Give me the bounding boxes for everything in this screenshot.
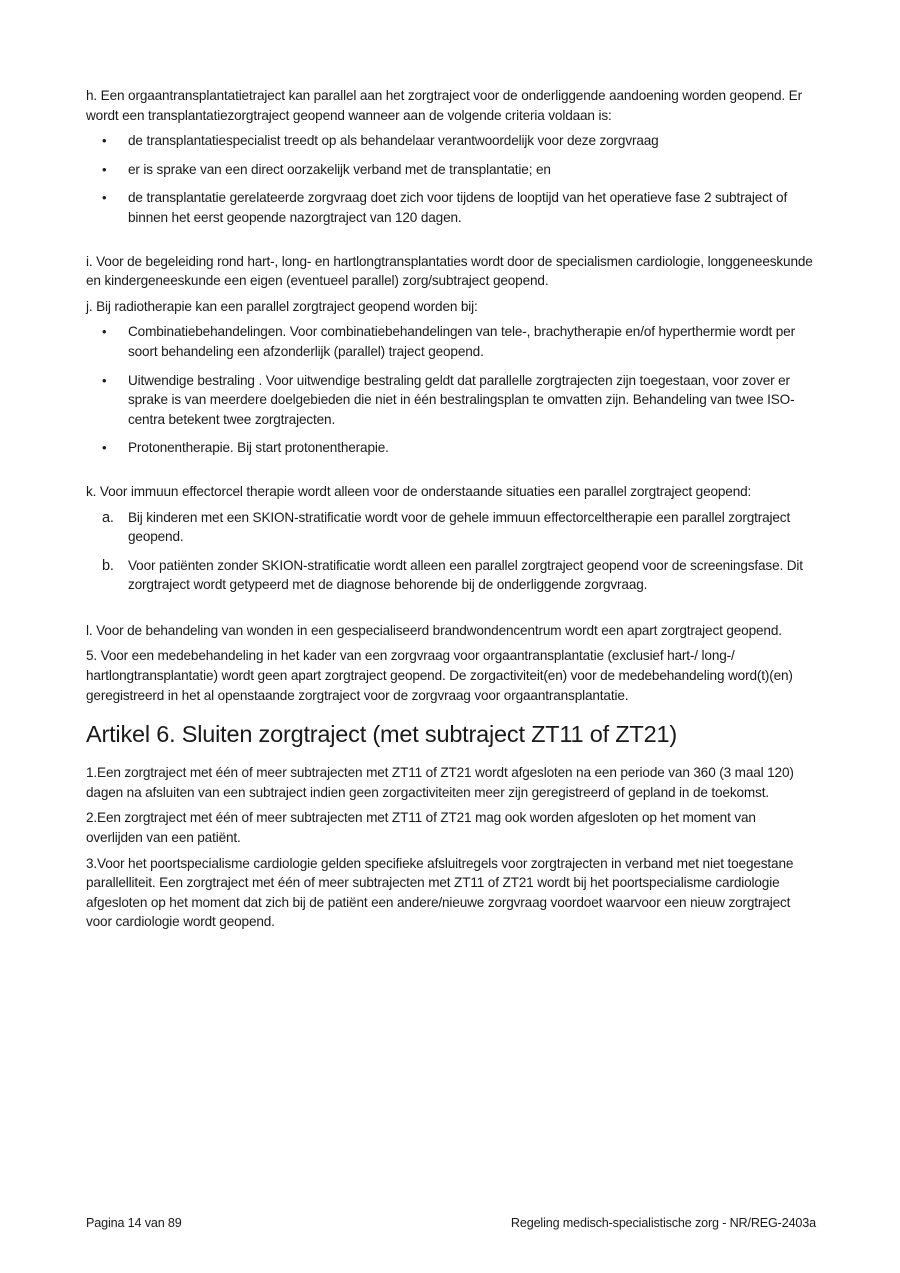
spacer — [86, 234, 816, 252]
list-item-text: Protonentherapie. Bij start protonentherapie. — [128, 440, 389, 456]
spacer — [86, 464, 816, 482]
list-item — [86, 438, 816, 458]
list-marker: a. — [102, 509, 114, 526]
list-item-text: Bij kinderen met een SKION-stratificatie wordt voor de gehele immuun effectorceltherapie een parallel zorgtraject geopend. — [128, 509, 791, 545]
list-item — [86, 188, 816, 227]
list-item-text: Uitwendige bestraling . Voor uitwendige bestraling geldt dat parallelle zorgtrajecten zijn toegestaan, voor zover er sprake is van meerdere doelgebieden die niet in één bestralingsplan te omvatten zijn. Behandeling van twee ISO-centra betekent twee zorgtrajecten. — [128, 372, 795, 427]
section-h-bullet-list — [86, 131, 816, 227]
list-item-text: de transplantatie gerelateerde zorgvraag doet zich voor tijdens de looptijd van het operatieve fase 2 subtraject of binnen het eerst geopende nazorgtraject van 120 dagen. — [128, 190, 788, 225]
section-5-text: 5. Voor een medebehandeling in het kader van een zorgvraag voor orgaantransplantatie (exclusief hart-/ long-/ hartlongtransplantatie) wordt geen apart zorgtraject geopend. De zorgactiviteit(en) voor de medebehandeling word(t)(en) geregistreerd in het al openstaande zorgtraject voor de zorgvraag voor orgaantransplantatie. — [86, 648, 793, 703]
section-j-bullet-list — [86, 322, 816, 458]
article-6-paragraph-2: 2.Een zorgtraject met één of meer subtrajecten met ZT11 of ZT21 mag ook worden afgesloten op het moment van overlijden van een patiënt. — [86, 810, 756, 846]
list-item — [86, 131, 816, 151]
section-k-intro: k. Voor immuun effectorcel therapie wordt alleen voor de onderstaande situaties een parallel zorgtraject geopend: — [86, 483, 752, 499]
list-item — [86, 322, 816, 361]
section-i-text: i. Voor de begeleiding rond hart-, long- en hartlongtransplantaties wordt door de specialismen cardiologie, longgeneeskunde en kindergeneeskunde een eigen (eventueel parallel) zorg/subtraject geopend. — [86, 253, 813, 289]
document-page — [86, 86, 816, 938]
list-item-text: Voor patiënten zonder SKION-stratificatie wordt alleen een parallel zorgtraject geopend voor de screeningsfase. Dit zorgtraject wordt getypeerd met de diagnose behorende bij de onderliggende zorgvraag. — [128, 557, 803, 593]
article-6-paragraph-3: 3.Voor het poortspecialisme cardiologie gelden specifieke afsluitregels voor zorgtrajecten in verband met niet toegestane parallelliteit. Een zorgtraject met één of meer subtrajecten met ZT11 of ZT21 wordt bij het poortspecialisme cardiologie afgesloten op het moment dat zich bij de patiënt een andere/nieuwe zorgvraag voordoet waarvoor een nieuw zorgtraject voor cardiologie wordt geopend. — [86, 855, 794, 930]
section-l-text: l. Voor de behandeling van wonden in een gespecialiseerd brandwondencentrum wordt een apart zorgtraject geopend. — [86, 622, 782, 638]
bullet-icon: • — [102, 372, 107, 388]
list-item — [86, 160, 816, 180]
list-item-text: Combinatiebehandelingen. Voor combinatiebehandelingen van tele-, brachytherapie en/of hyperthermie wordt per soort behandeling een afzonderlijk (parallel) traject geopend. — [128, 324, 795, 359]
article-6-heading: Artikel 6. Sluiten zorgtraject (met subtraject ZT11 of ZT21) — [86, 721, 677, 748]
section-k-lettered-list — [86, 508, 816, 595]
bullet-icon: • — [102, 161, 107, 177]
list-item-text: er is sprake van een direct oorzakelijk verband met de transplantatie; en — [128, 161, 551, 177]
article-6-paragraph-1: 1.Een zorgtraject met één of meer subtrajecten met ZT11 of ZT21 wordt afgesloten na een periode van 360 (3 maal 120) dagen na afsluiten van een subtraject indien geen zorgactiviteiten meer zijn geregistreerd of gepland in de toekomst. — [86, 765, 794, 800]
list-item — [86, 508, 816, 547]
bullet-icon: • — [102, 440, 107, 456]
list-item — [86, 556, 816, 595]
bullet-icon: • — [102, 133, 107, 149]
list-marker: b. — [102, 557, 114, 574]
section-h-intro: h. Een orgaantransplantatietraject kan parallel aan het zorgtraject voor de onderliggende aandoening worden geopend. Er wordt een transplantatiezorgtraject geopend wanneer aan de volgende criteria voldaan is: — [86, 88, 802, 123]
list-item — [86, 371, 816, 430]
bullet-icon: • — [102, 190, 107, 206]
spacer — [86, 601, 816, 621]
page-footer — [86, 1215, 816, 1231]
section-j-intro: j. Bij radiotherapie kan een parallel zorgtraject geopend worden bij: — [86, 298, 478, 314]
document-reference: Regeling medisch-specialistische zorg - NR/REG-2403a — [510, 1216, 816, 1230]
bullet-icon: • — [102, 324, 107, 340]
page-number: Pagina 14 van 89 — [86, 1216, 182, 1230]
list-item-text: de transplantatiespecialist treedt op als behandelaar verantwoordelijk voor deze zorgvraag — [128, 133, 659, 149]
